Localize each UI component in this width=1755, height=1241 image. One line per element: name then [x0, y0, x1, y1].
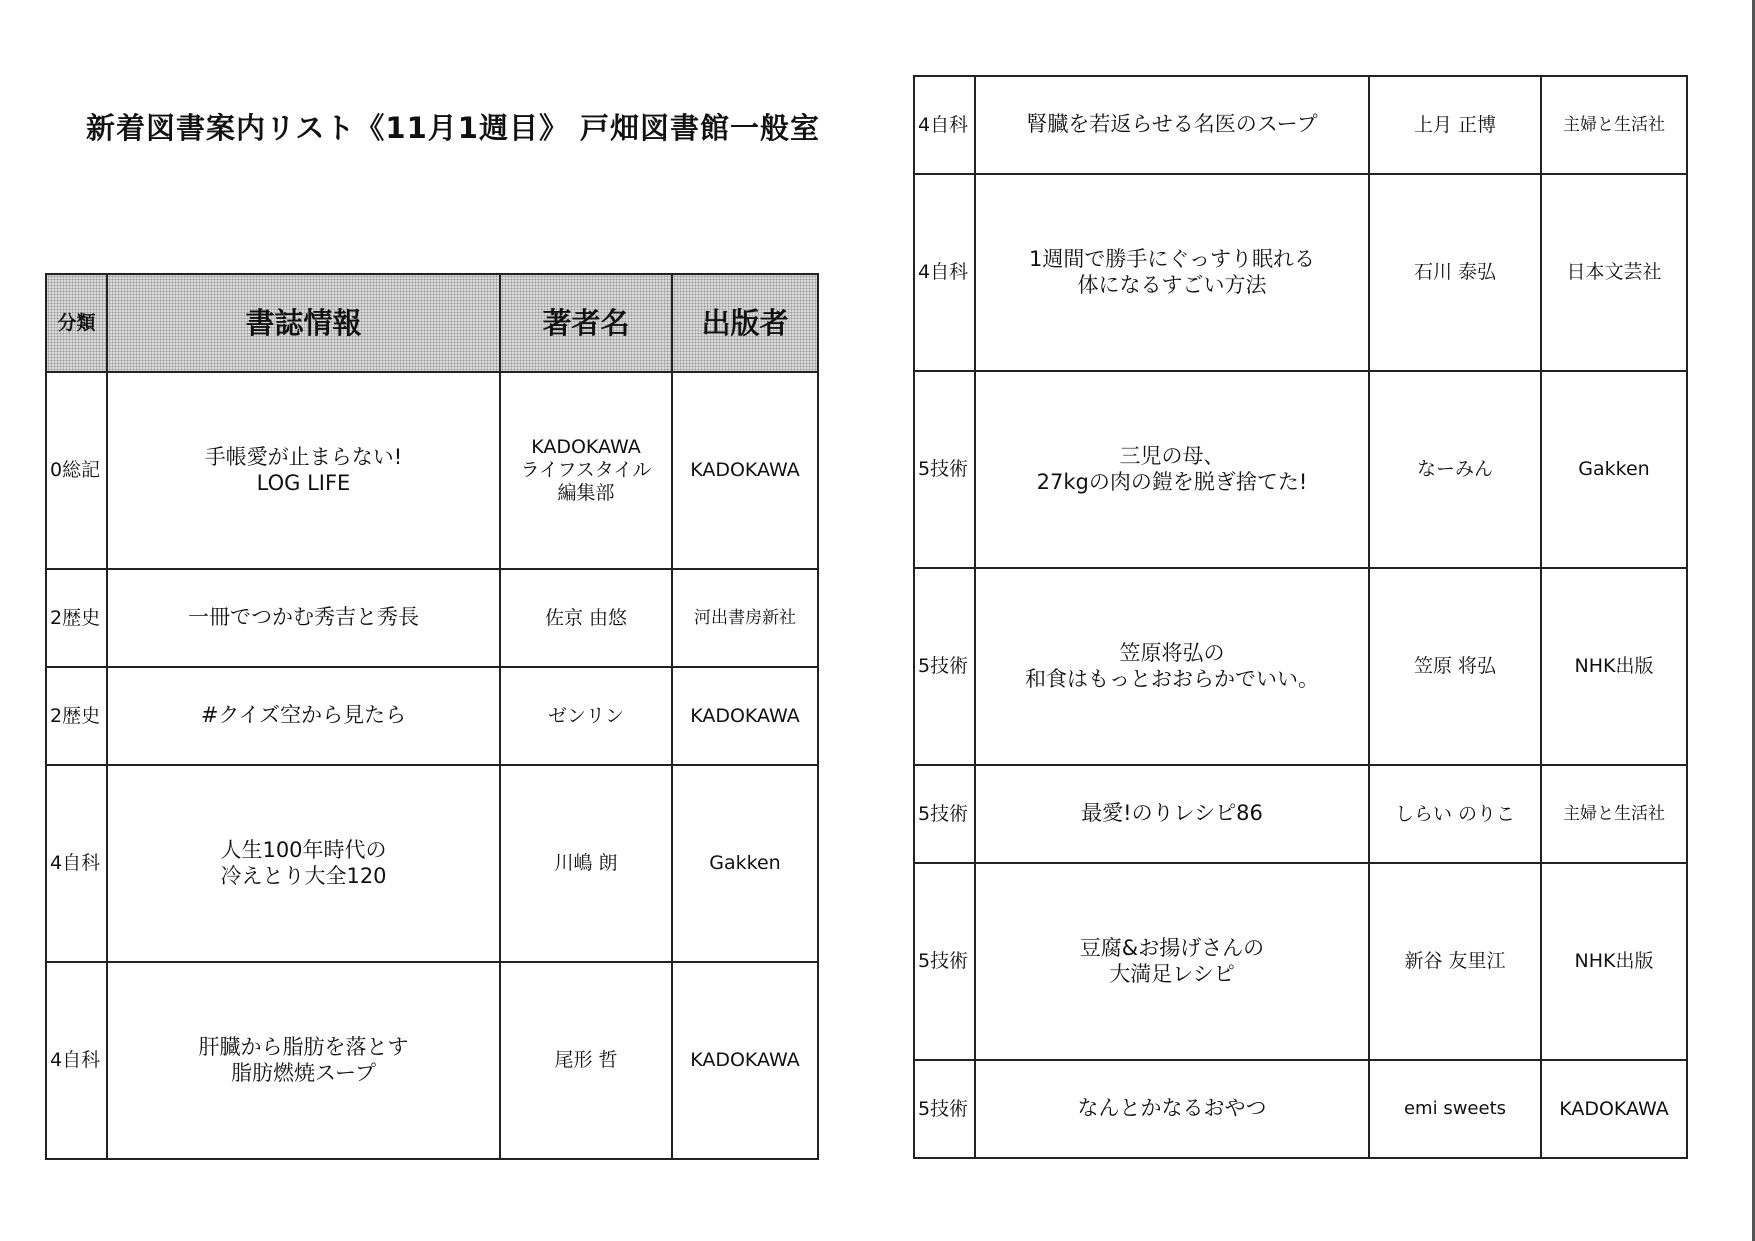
publisher-cell: 河出書房新社 [672, 569, 818, 667]
publisher-cell: KADOKAWA [672, 372, 818, 569]
category-cell: 4自科 [46, 765, 107, 962]
table-row [46, 667, 818, 765]
publisher-cell: Gakken [672, 765, 818, 962]
publisher-cell: 主婦と生活社 [1541, 76, 1687, 174]
publisher-cell: KADOKAWA [1541, 1060, 1687, 1158]
title-cell: なんとかなるおやつ [975, 1060, 1369, 1158]
header-title: 書誌情報 [107, 274, 500, 372]
title-cell: #クイズ空から見たら [107, 667, 500, 765]
table-row [914, 371, 1687, 568]
title-cell: 人生100年時代の 冷えとり大全120 [107, 765, 500, 962]
publisher-cell: NHK出版 [1541, 863, 1687, 1060]
category-cell: 4自科 [914, 174, 975, 371]
table-row [914, 174, 1687, 371]
title-cell: 腎臓を若返らせる名医のスープ [975, 76, 1369, 174]
publisher-cell: Gakken [1541, 371, 1687, 568]
title-cell: 三児の母、 27kgの肉の鎧を脱ぎ捨てた! [975, 371, 1369, 568]
table-row [914, 568, 1687, 765]
publisher-cell: NHK出版 [1541, 568, 1687, 765]
category-cell: 5技術 [914, 765, 975, 863]
author-cell: 石川 泰弘 [1369, 174, 1541, 371]
title-cell: 最愛!のりレシピ86 [975, 765, 1369, 863]
title-cell: 肝臓から脂肪を落とす 脂肪燃焼スープ [107, 962, 500, 1159]
category-cell: 2歴史 [46, 667, 107, 765]
title-cell: 豆腐&お揚げさんの 大満足レシピ [975, 863, 1369, 1060]
table-row [46, 962, 818, 1159]
author-cell: 笠原 将弘 [1369, 568, 1541, 765]
category-cell: 4自科 [914, 76, 975, 174]
table-row [914, 1060, 1687, 1158]
author-cell: 新谷 友里江 [1369, 863, 1541, 1060]
category-cell: 5技術 [914, 371, 975, 568]
table-row [46, 765, 818, 962]
author-cell: ゼンリン [500, 667, 672, 765]
header-category: 分類 [46, 274, 107, 372]
category-cell: 5技術 [914, 568, 975, 765]
author-cell: しらい のりこ [1369, 765, 1541, 863]
category-cell: 5技術 [914, 863, 975, 1060]
author-cell: 上月 正博 [1369, 76, 1541, 174]
header-author: 著者名 [500, 274, 672, 372]
publisher-cell: 日本文芸社 [1541, 174, 1687, 371]
table-header-row [46, 274, 818, 372]
table-row [914, 863, 1687, 1060]
title-cell: 一冊でつかむ秀吉と秀長 [107, 569, 500, 667]
category-cell: 2歴史 [46, 569, 107, 667]
table-row [46, 569, 818, 667]
publisher-cell: 主婦と生活社 [1541, 765, 1687, 863]
title-cell: 手帳愛が止まらない! LOG LIFE [107, 372, 500, 569]
author-cell: 佐京 由悠 [500, 569, 672, 667]
new-books-table-left [45, 273, 819, 1160]
header-publisher: 出版者 [672, 274, 818, 372]
author-cell: emi sweets [1369, 1060, 1541, 1158]
author-cell: なーみん [1369, 371, 1541, 568]
author-cell: KADOKAWA ライフスタイル 編集部 [500, 372, 672, 569]
author-cell: 尾形 哲 [500, 962, 672, 1159]
publisher-cell: KADOKAWA [672, 962, 818, 1159]
table-row [914, 76, 1687, 174]
new-books-table-right [913, 75, 1688, 1159]
category-cell: 5技術 [914, 1060, 975, 1158]
table-row [914, 765, 1687, 863]
title-cell: 笠原将弘の 和食はもっとおおらかでいい。 [975, 568, 1369, 765]
category-cell: 4自科 [46, 962, 107, 1159]
title-cell: 1週間で勝手にぐっすり眠れる 体になるすごい方法 [975, 174, 1369, 371]
table-row [46, 372, 818, 569]
category-cell: 0総記 [46, 372, 107, 569]
author-cell: 川嶋 朗 [500, 765, 672, 962]
page-title: 新着図書案内リスト《11月1週目》 戸畑図書館一般室 [86, 111, 821, 145]
publisher-cell: KADOKAWA [672, 667, 818, 765]
